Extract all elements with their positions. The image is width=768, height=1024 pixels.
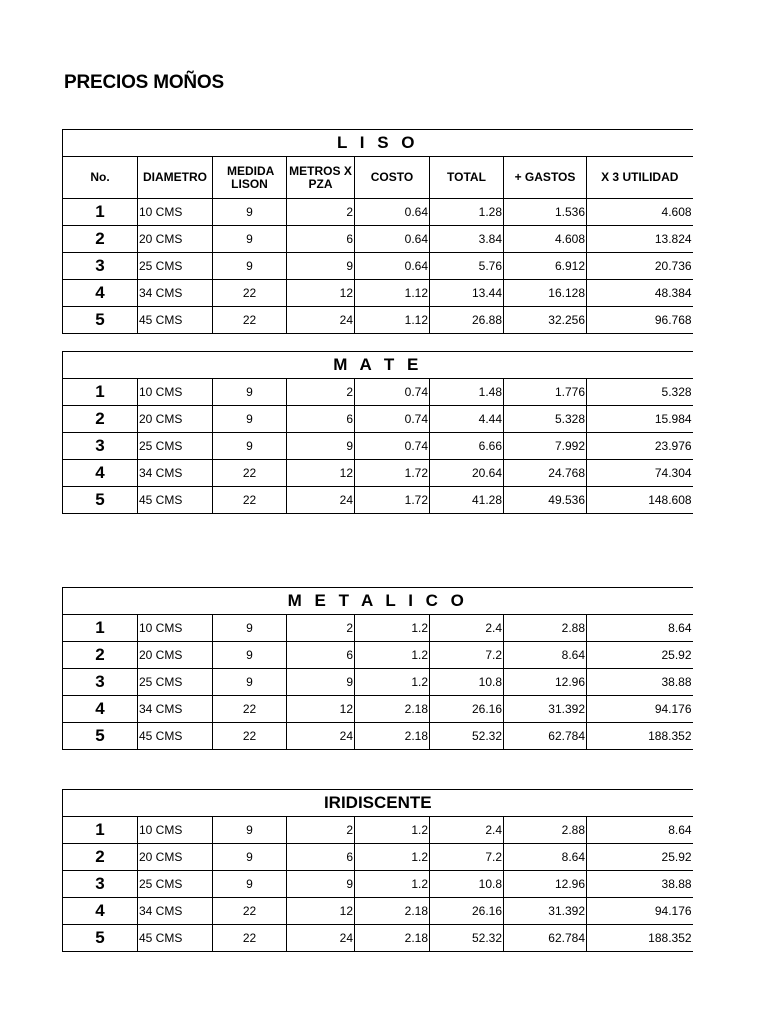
- gastos-cell: 12.96: [504, 871, 587, 898]
- costo-cell: 1.72: [355, 460, 430, 487]
- total-cell: 7.2: [430, 844, 504, 871]
- metros-x-pza-cell: 12: [287, 696, 355, 723]
- row-number: 3: [63, 253, 138, 280]
- row-number: 5: [63, 925, 138, 952]
- col-header-metros-x-pza: METROS X PZA: [287, 157, 355, 199]
- utilidad-cell: 8.64: [587, 817, 693, 844]
- costo-cell: 0.74: [355, 433, 430, 460]
- utilidad-cell: 25.92: [587, 642, 693, 669]
- table-row: [63, 898, 693, 925]
- gastos-cell: 16.128: [504, 280, 587, 307]
- section-title: L I S O: [63, 130, 693, 157]
- gastos-cell: 62.784: [504, 925, 587, 952]
- medida-lison-cell: 9: [213, 253, 287, 280]
- metros-x-pza-cell: 2: [287, 199, 355, 226]
- row-number: 4: [63, 696, 138, 723]
- medida-lison-cell: 9: [213, 226, 287, 253]
- gastos-cell: 32.256: [504, 307, 587, 334]
- table-row: [63, 433, 693, 460]
- costo-cell: 1.2: [355, 871, 430, 898]
- table-row: [63, 460, 693, 487]
- row-number: 3: [63, 433, 138, 460]
- costo-cell: 0.74: [355, 379, 430, 406]
- table-liso: [62, 129, 692, 334]
- metros-x-pza-cell: 2: [287, 379, 355, 406]
- table-row: [63, 642, 693, 669]
- table-row: [63, 199, 693, 226]
- table-row: [63, 487, 693, 514]
- metros-x-pza-cell: 24: [287, 307, 355, 334]
- diametro-cell: 25 CMS: [138, 669, 213, 696]
- medida-lison-cell: 9: [213, 871, 287, 898]
- utilidad-cell: 23.976: [587, 433, 693, 460]
- section-title: M A T E: [63, 352, 693, 379]
- medida-lison-cell: 22: [213, 898, 287, 925]
- gastos-cell: 49.536: [504, 487, 587, 514]
- utilidad-cell: 15.984: [587, 406, 693, 433]
- table-row: [63, 406, 693, 433]
- gastos-cell: 8.64: [504, 642, 587, 669]
- medida-lison-cell: 9: [213, 433, 287, 460]
- costo-cell: 1.12: [355, 307, 430, 334]
- col-header-costo: COSTO: [355, 157, 430, 199]
- utilidad-cell: 94.176: [587, 898, 693, 925]
- diametro-cell: 20 CMS: [138, 226, 213, 253]
- table-row: [63, 723, 693, 750]
- diametro-cell: 45 CMS: [138, 307, 213, 334]
- medida-lison-cell: 22: [213, 460, 287, 487]
- col-header-total: TOTAL: [430, 157, 504, 199]
- col-header-utilidad: X 3 UTILIDAD: [587, 157, 693, 199]
- row-number: 1: [63, 199, 138, 226]
- row-number: 2: [63, 642, 138, 669]
- gastos-cell: 2.88: [504, 817, 587, 844]
- total-cell: 26.16: [430, 898, 504, 925]
- metros-x-pza-cell: 6: [287, 844, 355, 871]
- total-cell: 52.32: [430, 723, 504, 750]
- costo-cell: 1.2: [355, 817, 430, 844]
- diametro-cell: 10 CMS: [138, 199, 213, 226]
- diametro-cell: 25 CMS: [138, 253, 213, 280]
- total-cell: 13.44: [430, 280, 504, 307]
- costo-cell: 1.2: [355, 844, 430, 871]
- medida-lison-cell: 22: [213, 487, 287, 514]
- row-number: 1: [63, 817, 138, 844]
- table-mate: [62, 351, 692, 514]
- gastos-cell: 8.64: [504, 844, 587, 871]
- diametro-cell: 34 CMS: [138, 280, 213, 307]
- gastos-cell: 6.912: [504, 253, 587, 280]
- medida-lison-cell: 22: [213, 696, 287, 723]
- metros-x-pza-cell: 12: [287, 898, 355, 925]
- medida-lison-cell: 22: [213, 723, 287, 750]
- row-number: 5: [63, 307, 138, 334]
- row-number: 1: [63, 379, 138, 406]
- costo-cell: 0.64: [355, 226, 430, 253]
- total-cell: 4.44: [430, 406, 504, 433]
- medida-lison-cell: 22: [213, 925, 287, 952]
- costo-cell: 2.18: [355, 898, 430, 925]
- utilidad-cell: 13.824: [587, 226, 693, 253]
- gastos-cell: 7.992: [504, 433, 587, 460]
- medida-lison-cell: 9: [213, 817, 287, 844]
- total-cell: 26.88: [430, 307, 504, 334]
- table-row: [63, 925, 693, 952]
- total-cell: 41.28: [430, 487, 504, 514]
- medida-lison-cell: 9: [213, 669, 287, 696]
- total-cell: 6.66: [430, 433, 504, 460]
- utilidad-cell: 94.176: [587, 696, 693, 723]
- metros-x-pza-cell: 12: [287, 280, 355, 307]
- diametro-cell: 25 CMS: [138, 433, 213, 460]
- diametro-cell: 20 CMS: [138, 844, 213, 871]
- costo-cell: 1.12: [355, 280, 430, 307]
- total-cell: 1.48: [430, 379, 504, 406]
- total-cell: 10.8: [430, 669, 504, 696]
- table-metalico: [62, 587, 692, 750]
- utilidad-cell: 25.92: [587, 844, 693, 871]
- total-cell: 52.32: [430, 925, 504, 952]
- costo-cell: 1.2: [355, 669, 430, 696]
- gastos-cell: 31.392: [504, 898, 587, 925]
- costo-cell: 1.2: [355, 642, 430, 669]
- diametro-cell: 10 CMS: [138, 817, 213, 844]
- table-row: [63, 615, 693, 642]
- table-iridiscente: [62, 789, 692, 952]
- gastos-cell: 2.88: [504, 615, 587, 642]
- medida-lison-cell: 9: [213, 379, 287, 406]
- col-header-diametro: DIAMETRO: [138, 157, 213, 199]
- costo-cell: 0.74: [355, 406, 430, 433]
- total-cell: 5.76: [430, 253, 504, 280]
- metros-x-pza-cell: 12: [287, 460, 355, 487]
- row-number: 2: [63, 406, 138, 433]
- row-number: 3: [63, 871, 138, 898]
- utilidad-cell: 38.88: [587, 669, 693, 696]
- total-cell: 2.4: [430, 817, 504, 844]
- table-row: [63, 669, 693, 696]
- utilidad-cell: 48.384: [587, 280, 693, 307]
- diametro-cell: 10 CMS: [138, 379, 213, 406]
- page-title: PRECIOS MOÑOS: [64, 72, 224, 93]
- gastos-cell: 4.608: [504, 226, 587, 253]
- diametro-cell: 34 CMS: [138, 898, 213, 925]
- col-header-no: No.: [63, 157, 138, 199]
- row-number: 5: [63, 487, 138, 514]
- utilidad-cell: 148.608: [587, 487, 693, 514]
- metros-x-pza-cell: 6: [287, 406, 355, 433]
- utilidad-cell: 188.352: [587, 925, 693, 952]
- gastos-cell: 5.328: [504, 406, 587, 433]
- metros-x-pza-cell: 6: [287, 226, 355, 253]
- row-number: 4: [63, 898, 138, 925]
- utilidad-cell: 188.352: [587, 723, 693, 750]
- total-cell: 1.28: [430, 199, 504, 226]
- table-row: [63, 280, 693, 307]
- total-cell: 3.84: [430, 226, 504, 253]
- table-row: [63, 844, 693, 871]
- costo-cell: 2.18: [355, 723, 430, 750]
- metros-x-pza-cell: 2: [287, 817, 355, 844]
- diametro-cell: 25 CMS: [138, 871, 213, 898]
- utilidad-cell: 20.736: [587, 253, 693, 280]
- total-cell: 7.2: [430, 642, 504, 669]
- row-number: 1: [63, 615, 138, 642]
- diametro-cell: 34 CMS: [138, 460, 213, 487]
- utilidad-cell: 8.64: [587, 615, 693, 642]
- gastos-cell: 62.784: [504, 723, 587, 750]
- utilidad-cell: 5.328: [587, 379, 693, 406]
- table-row: [63, 871, 693, 898]
- gastos-cell: 24.768: [504, 460, 587, 487]
- utilidad-cell: 38.88: [587, 871, 693, 898]
- table-row: [63, 253, 693, 280]
- diametro-cell: 20 CMS: [138, 642, 213, 669]
- row-number: 4: [63, 280, 138, 307]
- utilidad-cell: 96.768: [587, 307, 693, 334]
- total-cell: 20.64: [430, 460, 504, 487]
- gastos-cell: 1.536: [504, 199, 587, 226]
- metros-x-pza-cell: 9: [287, 253, 355, 280]
- col-header-gastos: + GASTOS: [504, 157, 587, 199]
- costo-cell: 1.72: [355, 487, 430, 514]
- metros-x-pza-cell: 24: [287, 723, 355, 750]
- row-number: 4: [63, 460, 138, 487]
- utilidad-cell: 74.304: [587, 460, 693, 487]
- metros-x-pza-cell: 9: [287, 433, 355, 460]
- metros-x-pza-cell: 24: [287, 487, 355, 514]
- medida-lison-cell: 22: [213, 307, 287, 334]
- costo-cell: 0.64: [355, 253, 430, 280]
- utilidad-cell: 4.608: [587, 199, 693, 226]
- metros-x-pza-cell: 2: [287, 615, 355, 642]
- table-row: [63, 307, 693, 334]
- total-cell: 10.8: [430, 871, 504, 898]
- diametro-cell: 10 CMS: [138, 615, 213, 642]
- metros-x-pza-cell: 9: [287, 669, 355, 696]
- medida-lison-cell: 9: [213, 844, 287, 871]
- diametro-cell: 45 CMS: [138, 723, 213, 750]
- metros-x-pza-cell: 6: [287, 642, 355, 669]
- row-number: 3: [63, 669, 138, 696]
- medida-lison-cell: 22: [213, 280, 287, 307]
- diametro-cell: 45 CMS: [138, 487, 213, 514]
- table-row: [63, 696, 693, 723]
- costo-cell: 0.64: [355, 199, 430, 226]
- diametro-cell: 34 CMS: [138, 696, 213, 723]
- gastos-cell: 12.96: [504, 669, 587, 696]
- gastos-cell: 31.392: [504, 696, 587, 723]
- col-header-medida-lison: MEDIDA LISON: [213, 157, 287, 199]
- metros-x-pza-cell: 24: [287, 925, 355, 952]
- metros-x-pza-cell: 9: [287, 871, 355, 898]
- costo-cell: 2.18: [355, 696, 430, 723]
- table-row: [63, 817, 693, 844]
- total-cell: 2.4: [430, 615, 504, 642]
- diametro-cell: 45 CMS: [138, 925, 213, 952]
- medida-lison-cell: 9: [213, 615, 287, 642]
- table-row: [63, 226, 693, 253]
- row-number: 2: [63, 226, 138, 253]
- medida-lison-cell: 9: [213, 199, 287, 226]
- section-title: M E T A L I C O: [63, 588, 693, 615]
- medida-lison-cell: 9: [213, 406, 287, 433]
- row-number: 5: [63, 723, 138, 750]
- table-row: [63, 379, 693, 406]
- row-number: 2: [63, 844, 138, 871]
- gastos-cell: 1.776: [504, 379, 587, 406]
- diametro-cell: 20 CMS: [138, 406, 213, 433]
- costo-cell: 2.18: [355, 925, 430, 952]
- total-cell: 26.16: [430, 696, 504, 723]
- section-title: IRIDISCENTE: [63, 790, 693, 817]
- costo-cell: 1.2: [355, 615, 430, 642]
- medida-lison-cell: 9: [213, 642, 287, 669]
